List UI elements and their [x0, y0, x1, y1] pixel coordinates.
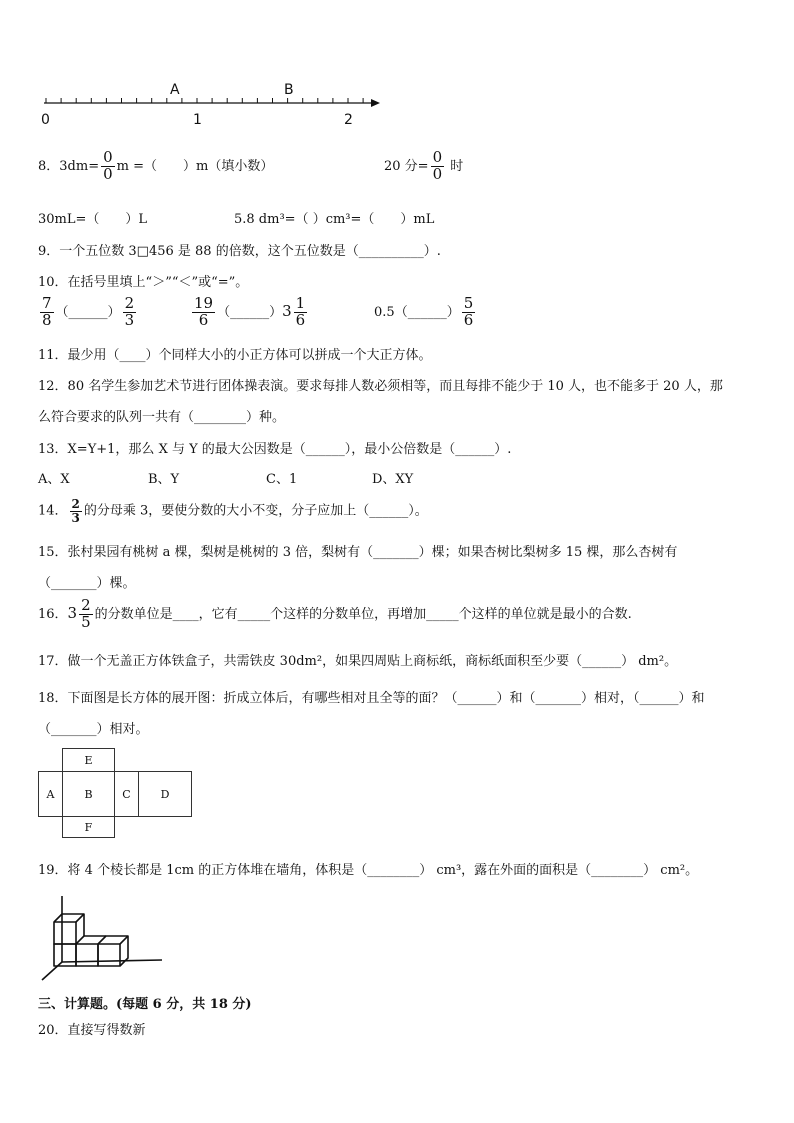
q8-fraction-1: $\frac{0}{0}$: [103, 148, 113, 183]
q8-fraction-2: $\frac{0}{0}$: [432, 148, 443, 183]
q10-decimal: 0.5: [374, 304, 395, 320]
q8-number: 8．: [38, 158, 60, 174]
question-15-line-2: （_______）棵。: [38, 576, 136, 591]
q8-line2-a: 30mL=（ ）L: [38, 212, 148, 227]
q13-option-d: D、XY: [372, 472, 414, 487]
point-a-label: A: [170, 82, 180, 98]
corner-cubes-diagram: [38, 892, 168, 984]
q14-text: 的分母乘 3，要使分数的大小不变，分子应加上（______）。: [83, 503, 428, 519]
number-line: [38, 80, 388, 130]
net-face-f: F: [62, 816, 115, 838]
net-face-c: C: [114, 771, 139, 817]
question-18-line-2: （_______）相对。: [38, 722, 149, 737]
net-face-b: B: [62, 771, 115, 817]
q16-fraction-2-5: $\frac{2}{5}$: [81, 596, 91, 631]
q10-comparison-2: [190, 296, 309, 329]
question-12-line-2: 么符合要求的队列一共有（________）种。: [38, 410, 286, 425]
q10-blank-3[interactable]: （______）: [394, 304, 460, 320]
q8-part2-unit: 时: [450, 158, 464, 174]
question-13: 13．X=Y+1，那么 X 与 Y 的最大公因数是（______），最小公倍数是（______）.: [38, 442, 512, 457]
q13-option-c: C、1: [266, 472, 298, 487]
question-9: 9．一个五位数 3□456 是 88 的倍数，这个五位数是（__________）.: [38, 244, 441, 259]
q16-number: 16．: [38, 606, 68, 622]
q8-part2-left: 20 分=: [384, 158, 429, 174]
q10-fraction-2-3: $\frac{2}{3}$: [124, 294, 135, 329]
q14-fraction-2-3: $\frac{2}{3}$: [71, 497, 80, 525]
net-face-d: D: [138, 771, 192, 817]
q16-whole: 3: [67, 603, 78, 622]
q8-part1-unit: m =（ ）m（填小数）: [116, 158, 274, 174]
question-18-line-1: 18．下面图是长方体的展开图：折成立体后，有哪些相对且全等的面？（______）和（_______）相对，（______）和: [38, 691, 705, 706]
question-8-line-1: [38, 150, 273, 183]
question-12-line-1: 12．80 名学生参加艺术节进行团体操表演。要求每排人数必须相等，而且每排不能少于 10 人，也不能多于 20 人，那: [38, 379, 723, 394]
q10-comparison-1: [38, 296, 138, 329]
q14-number: 14．: [38, 503, 68, 519]
number-line-label-1: 1: [193, 112, 202, 128]
question-11: 11．最少用（____）个同样大小的小正方体可以拼成一个大正方体。: [38, 348, 432, 363]
q10-fraction-19-6: $\frac{19}{6}$: [194, 294, 214, 329]
q13-option-b: B、Y: [148, 472, 180, 487]
q13-option-a: A、X: [38, 472, 70, 487]
q16-text: 的分数单位是____，它有_____个这样的分数单位，再增加_____个这样的单位就是最小的合数.: [94, 606, 632, 622]
question-15-line-1: 15．张村果园有桃树 a 棵，梨树是桃树的 3 倍，梨树有（_______）棵；如果杏树比梨树多 15 棵，那么杏树有: [38, 545, 678, 560]
question-8-part-2: [384, 150, 463, 183]
question-17: 17．做一个无盖正方体铁盒子，共需铁皮 30dm²，如果四周贴上商标纸，商标纸面积至少要（______） dm²。: [38, 654, 678, 669]
net-face-e: E: [62, 748, 115, 772]
question-10: 10．在括号里填上“＞”“＜”或“=”。: [38, 275, 249, 290]
q10-mixed-whole: 3: [282, 301, 292, 320]
question-16: [38, 598, 632, 631]
q8-line2-b: 5.8 dm³=（ ）cm³=（ ）mL: [234, 212, 435, 227]
q10-blank-2[interactable]: （______）: [217, 304, 283, 320]
net-face-a: A: [38, 771, 63, 817]
question-20: 20．直接写得数新: [38, 1023, 146, 1038]
question-19: 19．将 4 个棱长都是 1cm 的正方体堆在墙角，体积是（________） cm³，露在外面的面积是（________） cm²。: [38, 863, 699, 878]
number-line-label-2: 2: [344, 112, 353, 128]
point-b-label: B: [284, 82, 294, 98]
q8-part1-left: 3dm=: [59, 158, 100, 174]
q10-fraction-7-8: $\frac{7}{8}$: [42, 294, 52, 329]
cuboid-net-diagram: [38, 748, 192, 838]
q10-fraction-5-6: $\frac{5}{6}$: [463, 294, 474, 329]
q10-comparison-3: [374, 296, 477, 329]
section-3-heading: 三、计算题。(每题 6 分，共 18 分): [38, 997, 252, 1012]
q10-blank-1[interactable]: （______）: [55, 304, 121, 320]
q10-fraction-1-6: $\frac{1}{6}$: [295, 294, 306, 329]
number-line-label-0: 0: [41, 112, 50, 128]
question-14: [38, 498, 428, 524]
